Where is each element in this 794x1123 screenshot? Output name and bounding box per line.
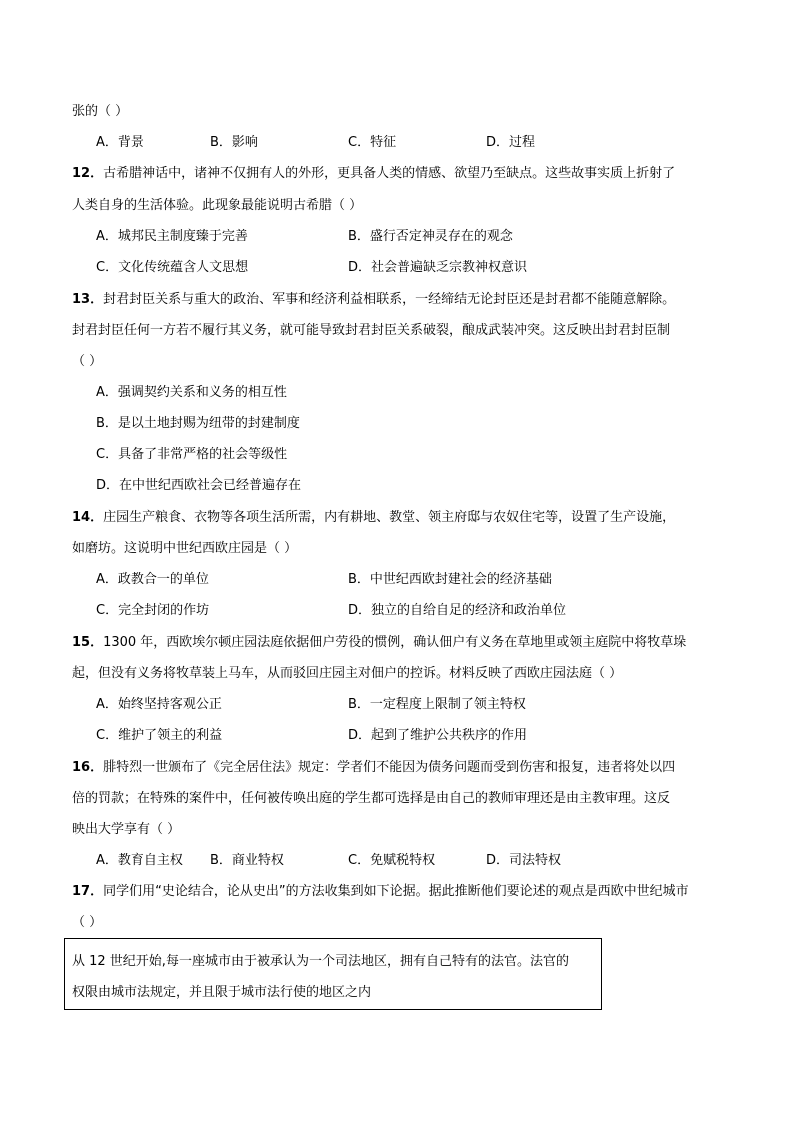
q13-stem-line-3: （ ）	[72, 354, 103, 369]
q16-option-b: B．商业特权	[210, 853, 284, 868]
q12-option-c: C．文化传统蕴含人文思想	[96, 260, 249, 275]
q11-option-b: B．影响	[210, 135, 258, 150]
q15-option-c: C．维护了领主的利益	[96, 728, 223, 743]
q16-option-a: A．教育自主权	[96, 853, 183, 868]
q17-stem-line-1: 17．同学们用“史论结合，论从史出”的方法收集到如下论据。据此推断他们要论述的观点是西欧中世纪城市	[72, 884, 689, 899]
q17-stem-line-2: （ ）	[72, 915, 103, 930]
q17-number: 17．	[72, 884, 104, 899]
q14-option-b: B．中世纪西欧封建社会的经济基础	[348, 572, 552, 587]
q14-option-d: D．独立的自给自足的经济和政治单位	[348, 603, 567, 618]
q11-option-d: D．过程	[486, 135, 536, 150]
q12-number: 12．	[72, 166, 104, 181]
q13-number: 13．	[72, 292, 104, 307]
q17-evidence-box	[64, 938, 602, 1010]
q14-number: 14．	[72, 510, 104, 525]
q13-stem-line-1: 13．封君封臣关系与重大的政治、军事和经济利益相联系，一经缔结无论封臣还是封君都不能随意解除。	[72, 292, 676, 307]
q12-stem-line-1: 12．古希腊神话中，诸神不仅拥有人的外形，更具备人类的情感、欲望乃至缺点。这些故事实质上折射了	[72, 166, 676, 181]
q11-tail: 张的（ ）	[72, 104, 129, 119]
q11-option-c: C．特征	[348, 135, 397, 150]
q15-stem-line-1: 15．1300 年，西欧埃尔顿庄园法庭依据佃户劳役的惯例，确认佃户有义务在草地里或领主庭院中将牧草垛	[72, 635, 687, 650]
q15-option-b: B．一定程度上限制了领主特权	[348, 697, 526, 712]
q14-option-c: C．完全封闭的作坊	[96, 603, 210, 618]
q12-option-a: A．城邦民主制度臻于完善	[96, 229, 248, 244]
q16-number: 16．	[72, 760, 104, 775]
q11-option-a: A．背景	[96, 135, 144, 150]
q15-stem-line-2: 起，但没有义务将牧草装上马车，从而驳回庄园主对佃户的控诉。材料反映了西欧庄园法庭（ ）	[72, 666, 623, 681]
q16-stem-line-2: 倍的罚款；在特殊的案件中，任何被传唤出庭的学生都可选择是由自己的教师审理还是由主教审理。这反	[72, 791, 671, 806]
q13-stem-line-2: 封君封臣任何一方若不履行其义务，就可能导致封君封臣关系破裂，酿成武装冲突。这反映出封君封臣制	[72, 323, 671, 338]
q12-stem-line-2: 人类自身的生活体验。此现象最能说明古希腊（ ）	[72, 198, 363, 213]
q12-option-d: D．社会普遍缺乏宗教神权意识	[348, 260, 528, 275]
q12-option-b: B．盛行否定神灵存在的观念	[348, 229, 513, 244]
q13-option-c: C．具备了非常严格的社会等级性	[96, 447, 288, 462]
q15-number: 15．	[72, 635, 104, 650]
q15-option-a: A．始终坚持客观公正	[96, 697, 222, 712]
q17-evidence-line-1: 从 12 世纪开始,每一座城市由于被承认为一个司法地区，拥有自己特有的法官。法官的	[72, 954, 569, 969]
q14-option-a: A．政教合一的单位	[96, 572, 209, 587]
q16-stem-line-3: 映出大学享有（ ）	[72, 822, 181, 837]
q14-stem-line-2: 如磨坊。这说明中世纪西欧庄园是（ ）	[72, 541, 298, 556]
q13-option-b: B．是以土地封赐为纽带的封建制度	[96, 416, 300, 431]
q15-option-d: D．起到了维护公共秩序的作用	[348, 728, 528, 743]
q16-option-c: C．免赋税特权	[348, 853, 436, 868]
q16-option-d: D．司法特权	[486, 853, 562, 868]
q16-stem-line-1: 16．腓特烈一世颁布了《完全居住法》规定：学者们不能因为债务问题而受到伤害和报复，违者将处以四	[72, 760, 676, 775]
q13-option-a: A．强调契约关系和义务的相互性	[96, 385, 287, 400]
q17-evidence-line-2: 权限由城市法规定，并且限于城市法行使的地区之内	[72, 985, 372, 1000]
q14-stem-line-1: 14．庄园生产粮食、衣物等各项生活所需，内有耕地、教堂、领主府邸与农奴住宅等，设置了生产设施，	[72, 510, 676, 525]
q13-option-d: D．在中世纪西欧社会已经普遍存在	[96, 478, 302, 493]
